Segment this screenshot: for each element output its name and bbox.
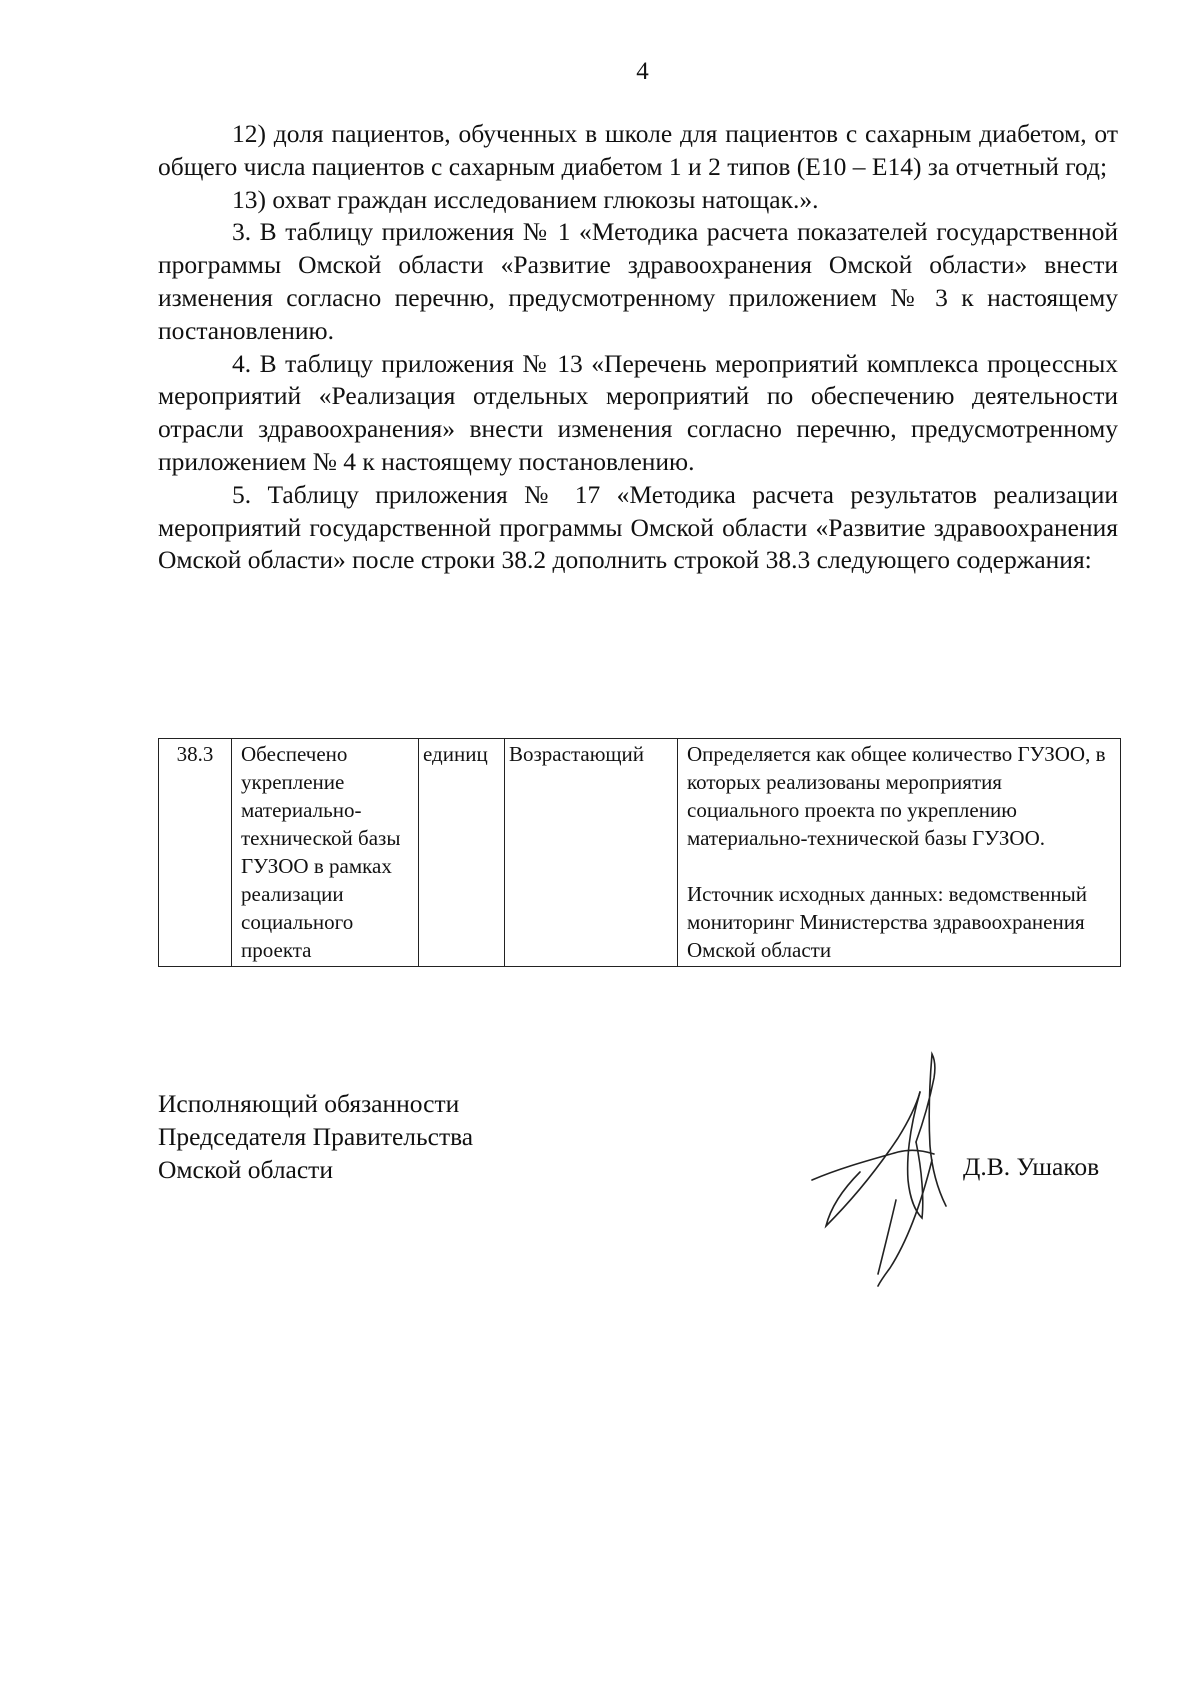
- paragraph-clause-5: 5. Таблицу приложения № 17 «Методика расчета результатов реализации мероприятий государственной программы Омской области «Развитие здравоохранения Омской области» после строки 38.2 дополнить строкой 38.3 следующего содержания:: [158, 479, 1118, 575]
- page-number: 4: [636, 58, 649, 85]
- row-unit-cell: единиц: [419, 739, 505, 967]
- signer-name: Д.В. Ушаков: [963, 1152, 1100, 1181]
- row-description-cell: [678, 739, 1121, 967]
- row-name-cell: Обеспечено укрепление материально-технической базы ГУЗОО в рамках реализации социального проекта: [232, 739, 419, 967]
- table-row: [159, 739, 1121, 967]
- description-text: Определяется как общее количество ГУЗОО, в которых реализованы мероприятия социального проекта по укреплению материально-технической базы ГУЗОО.: [687, 742, 1106, 850]
- signatory-title: [158, 1087, 473, 1186]
- paragraph-clause-3: 3. В таблицу приложения № 1 «Методика расчета показателей государственной программы Омской области «Развитие здравоохранения Омской области» внести изменения согласно перечню, предусмотренному приложением № 3 к настоящему постановлению.: [158, 217, 1118, 345]
- row-direction-cell: Возрастающий: [505, 739, 678, 967]
- paragraph-item-13: 13) охват граждан исследованием глюкозы натощак.».: [232, 184, 819, 214]
- source-text: Источник исходных данных: ведомственный мониторинг Министерства здравоохранения Омской области: [687, 882, 1088, 962]
- paragraph-clause-4: 4. В таблицу приложения № 13 «Перечень мероприятий комплекса процессных мероприятий «Реализация отдельных мероприятий по обеспечению деятельности отрасли здравоохранения» внести изменения согласно перечню, предусмотренному приложением № 4 к настоящему постановлению.: [158, 348, 1118, 476]
- signatory-title-line1: Исполняющий обязанности: [158, 1089, 460, 1118]
- appendix-table: [158, 738, 1121, 967]
- handwritten-signature: [800, 1050, 970, 1290]
- document-body: [158, 118, 1118, 577]
- signatory-title-line2: Председателя Правительства: [158, 1122, 474, 1151]
- signatory-title-line3: Омской области: [158, 1155, 333, 1184]
- row-number-cell: 38.3: [159, 739, 232, 967]
- paragraph-item-12: 12) доля пациентов, обученных в школе для пациентов с сахарным диабетом, от общего числа пациентов с сахарным диабетом 1 и 2 типов (Е10 – Е14) за отчетный год;: [158, 119, 1118, 181]
